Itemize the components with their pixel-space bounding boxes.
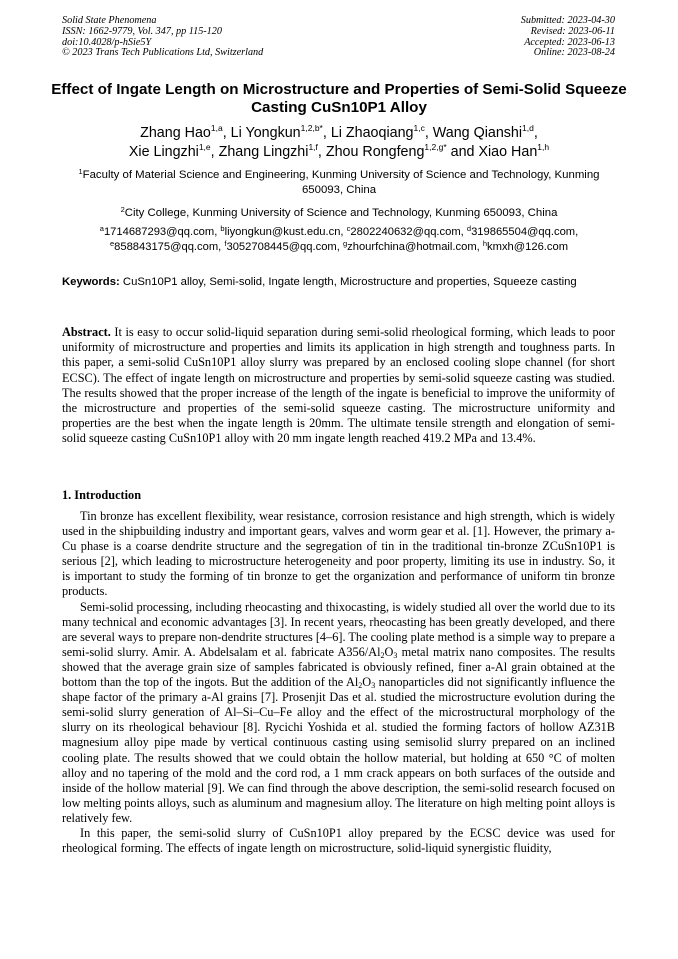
email-address: 319865504@qq.com, <box>471 226 579 238</box>
subscript: 3 <box>371 681 376 691</box>
email-mark: e <box>109 238 115 248</box>
body-paragraph <box>62 600 615 826</box>
doi-line: doi:10.4028/p-hSie5Y <box>62 36 152 48</box>
online-date: Online: 2023-08-24 <box>533 47 615 59</box>
formula-part: O <box>362 675 372 690</box>
journal-info <box>62 16 263 59</box>
author-affil-mark: 1,a <box>210 123 223 133</box>
author-affil-mark: 1,2,b* <box>300 123 323 133</box>
affiliation-mark: 1 <box>78 167 83 176</box>
section-heading: 1. Introduction <box>62 488 142 502</box>
formula-part: O <box>384 644 394 659</box>
publication-dates <box>521 16 615 59</box>
paragraph-text: metal matrix nano composites. The results showed that the average grain size of samples fabricated is obviously refined, finer a-Al grain obtained at the bottom than the top of the ingots. But the addition of the Al <box>62 644 615 690</box>
affiliation-2 <box>60 206 618 221</box>
author-separator: , <box>533 125 538 141</box>
paragraph-text: Semi-solid processing, including rheocasting and thixocasting, is widely studied all over the world due to its many technical and economic advantages [3]. In recent years, rheocasting has been greatly developed, and there are several ways to prepare non-dendrite structures [4–6]. The cooling plate method is a simple way to prepare a semi-solid slurry. Amir. A. Abdelsalam et al. fabricate A356/Al <box>62 599 615 659</box>
email-mark: d <box>466 224 472 233</box>
email-address: 3052708445@qq.com, <box>226 240 343 253</box>
affiliation-text: City College, Kunming University of Science and Technology, Kunming 650093, China <box>124 207 558 219</box>
journal-name: Solid State Phenomena <box>62 15 157 26</box>
author-name: Xiao Han <box>478 144 538 160</box>
email-list <box>60 225 618 254</box>
submitted-date: Submitted: 2023-04-30 <box>520 15 615 26</box>
subscript: 2 <box>358 681 363 691</box>
email-mark: f <box>224 238 227 248</box>
author-separator: , <box>210 144 219 160</box>
paragraph-text: nanoparticles did not significantly influence the shape factor of the primary a-Al grains [7]. Prosenjit Das et al. studied the microstructure evolution during the semi-solid slurry generation of Al–Si–Cu–Fe alloy and the effect of the microstructural morphology of the slurry on its rheological behaviour [8]. Rycichi Yoshida et al. studied the forming factors of hollow AZ31B magnesium alloy pipe made by vertical continuous casting using semisolid slurry prepared on an inclined cooling plate. The results showed that we could obtain the hollow material, but holding at 650 °C of molten alloy and no tapering of the mold and the cord rod, a 1 mm crack appears on both surfaces of the outside and inside of the hollow material [9]. We can find through the above description, the semi-solid research focused on low melting points alloys, such as aluminum and magnesium alloy. The literature on high melting point alloys is relatively few. <box>62 675 615 825</box>
revised-date: Revised: 2023-06-11 <box>530 25 615 37</box>
email-address: 1714687293@qq.com, <box>103 226 221 238</box>
body-paragraph <box>62 826 615 856</box>
author-name: Wang Qianshi <box>432 125 523 141</box>
author-separator: , <box>317 144 326 160</box>
affiliation-1 <box>60 168 618 197</box>
subscript: 2 <box>380 650 385 660</box>
email-address: liyongkun@kust.edu.cn, <box>224 226 347 238</box>
author-affil-mark: 1,e <box>198 142 211 152</box>
author-affil-mark: 1,c <box>413 123 425 133</box>
email-mark: c <box>346 224 351 233</box>
author-separator: and <box>446 144 479 160</box>
author-affil-mark: 1,2,g* <box>424 142 447 152</box>
body-paragraph <box>62 509 615 600</box>
accepted-date: Accepted: 2023-06-13 <box>524 36 615 48</box>
copyright-line: © 2023 Trans Tech Publications Ltd, Switzerland <box>62 47 264 59</box>
author-name: Xie Lingzhi <box>128 144 199 160</box>
email-mark: a <box>99 224 104 233</box>
email-address: 858843175@qq.com, <box>114 240 225 253</box>
keywords-label: Keywords: <box>62 276 120 288</box>
keywords-block <box>62 275 615 289</box>
author-affil-mark: 1,h <box>537 142 550 152</box>
email-address: zhourfchina@hotmail.com, <box>347 240 483 253</box>
paper-title: Effect of Ingate Length on Microstructure and Properties of Semi-Solid Squeeze Casting CuSn10P1 Alloy <box>51 81 627 116</box>
keywords-text: CuSn10P1 alloy, Semi-solid, Ingate length, Microstructure and properties, Squeeze casting <box>119 276 577 288</box>
affiliation-mark: 2 <box>120 205 125 214</box>
paragraph-text: Tin bronze has excellent flexibility, wear resistance, corrosion resistance and high strength, which is widely used in the shipbuilding industry and important gears, valves and worm gear et al. [1]. However, the primary a-Cu phase is a coarse dendrite structure and the segregation of tin in the traditional tin-bronze ZCuSn10P1 is serious [2], which leading to microstructure heterogeneity and poor property, limiting its use in industry. So, it is important to study the forming of tin bronze to get the organization and performance of uniform tin bronze products. <box>62 509 615 599</box>
introduction-body <box>62 509 615 856</box>
paragraph-text: In this paper, the semi-solid slurry of CuSn10P1 alloy prepared by the ECSC device was used for rheological forming. The effects of ingate length on microstructure, solid-liquid synergistic fluidity, <box>62 825 615 856</box>
abstract-block <box>62 325 615 447</box>
email-address: 2802240632@qq.com, <box>350 226 467 238</box>
subscript: 3 <box>393 650 398 660</box>
author-name: Zhou Rongfeng <box>325 144 425 160</box>
email-mark: h <box>482 238 488 248</box>
author-separator: , <box>424 125 433 141</box>
author-name: Li Yongkun <box>230 125 301 141</box>
author-affil-mark: 1,d <box>522 123 534 133</box>
email-mark: b <box>220 224 225 233</box>
email-address: kmxh@126.com <box>487 240 569 253</box>
author-name: Li Zhaoqiang <box>330 125 414 141</box>
email-mark: g <box>342 238 348 248</box>
issn-line: ISSN: 1662-9779, Vol. 347, pp 115-120 <box>62 25 222 37</box>
abstract-text: It is easy to occur solid-liquid separation during semi-solid rheological forming, which leads to poor uniformity of microstructure and properties and limits its application in high strength and toughness parts. In this paper, a semi-solid CuSn10P1 alloy slurry was prepared by an enclosed cooling slope channel (for short ECSC). The effect of ingate length on microstructure and properties by semi-solid squeeze casting was studied. The results showed that the proper increase of the length of the ingate is beneficial to improve the uniformity of the microstructure and properties of the semi-solid squeeze casting. The microstructure uniformity and properties are the best when the ingate length is 20mm. The ultimate tensile strength and elongation of semi-solid squeeze casting CuSn10P1 alloy with 20 mm ingate length reached 419.2 MPa and 13.4%. <box>62 325 615 446</box>
author-list <box>50 124 628 162</box>
abstract-label: Abstract. <box>62 325 111 339</box>
author-name: Zhang Lingzhi <box>218 144 309 160</box>
author-affil-mark: 1,f <box>308 142 318 152</box>
author-separator: , <box>222 125 231 141</box>
author-separator: , <box>322 125 331 141</box>
affiliation-text: Faculty of Material Science and Engineering, Kunming University of Science and Technology, Kunming 650093, China <box>82 169 600 196</box>
author-name: Zhang Hao <box>140 125 211 141</box>
